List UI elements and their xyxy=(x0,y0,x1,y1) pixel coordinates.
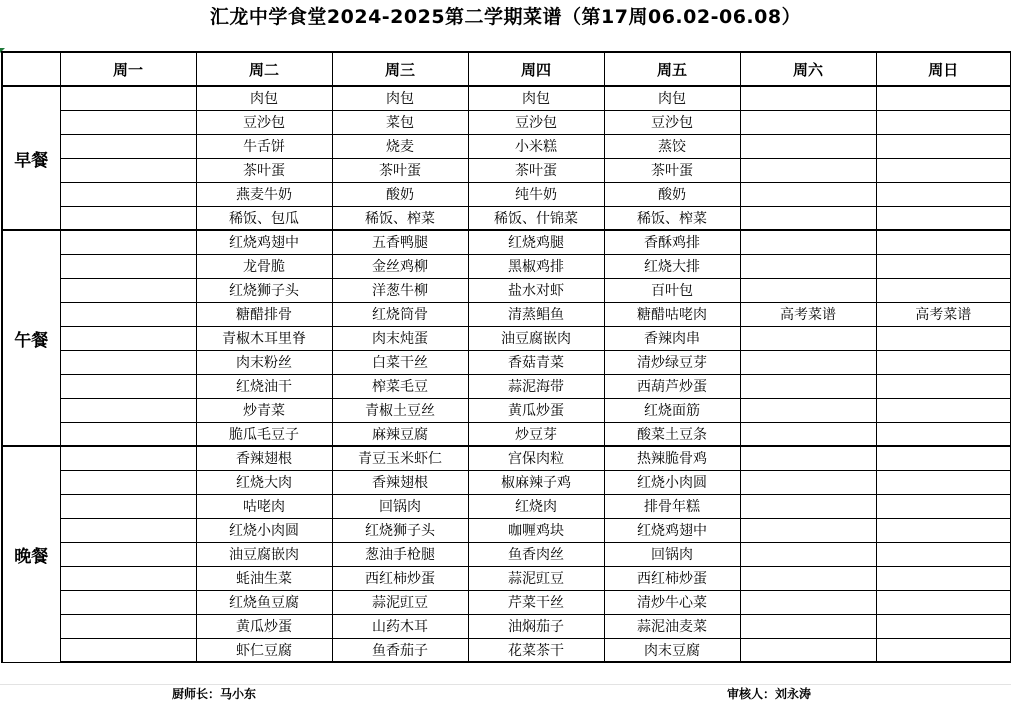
meal-label: 午餐 xyxy=(2,230,60,446)
dish-cell xyxy=(876,518,1011,542)
dish-cell: 鱼香肉丝 xyxy=(468,542,604,566)
dish-cell xyxy=(60,230,196,254)
dish-cell: 脆瓜毛豆子 xyxy=(196,422,332,446)
dish-cell xyxy=(60,254,196,278)
table-row xyxy=(2,158,1011,182)
dish-cell: 燕麦牛奶 xyxy=(196,182,332,206)
dish-cell: 红烧鸡腿 xyxy=(468,230,604,254)
day-header: 周二 xyxy=(196,52,332,86)
day-header: 周一 xyxy=(60,52,196,86)
dish-cell xyxy=(60,158,196,182)
dish-cell: 蒸饺 xyxy=(604,134,740,158)
dish-cell xyxy=(740,398,876,422)
saturday-note: 高考菜谱 xyxy=(740,302,876,326)
dish-cell: 蒜泥海带 xyxy=(468,374,604,398)
dish-cell: 红烧狮子头 xyxy=(332,518,468,542)
dish-cell: 炒青菜 xyxy=(196,398,332,422)
dish-cell: 青椒木耳里脊 xyxy=(196,326,332,350)
dish-cell: 肉包 xyxy=(332,86,468,110)
dish-cell xyxy=(740,206,876,230)
dish-cell: 咕咾肉 xyxy=(196,494,332,518)
dish-cell: 虾仁豆腐 xyxy=(196,638,332,662)
dish-cell: 茶叶蛋 xyxy=(196,158,332,182)
dish-cell xyxy=(60,518,196,542)
dish-cell xyxy=(60,86,196,110)
page-title: 汇龙中学食堂2024-2025第二学期菜谱（第17周06.02-06.08） xyxy=(209,6,802,28)
dish-cell: 香辣翅根 xyxy=(332,470,468,494)
dish-cell xyxy=(740,470,876,494)
dish-cell xyxy=(740,254,876,278)
dish-cell: 肉末粉丝 xyxy=(196,350,332,374)
dish-cell xyxy=(876,182,1011,206)
table-row xyxy=(2,470,1011,494)
dish-cell xyxy=(740,158,876,182)
day-header: 周三 xyxy=(332,52,468,86)
table-row xyxy=(2,422,1011,446)
dish-cell: 红烧鱼豆腐 xyxy=(196,590,332,614)
dish-cell xyxy=(740,494,876,518)
dish-cell xyxy=(876,86,1011,110)
dish-cell: 五香鸭腿 xyxy=(332,230,468,254)
table-row xyxy=(2,134,1011,158)
table-row xyxy=(2,254,1011,278)
dish-cell xyxy=(876,614,1011,638)
dish-cell: 肉包 xyxy=(196,86,332,110)
table-row xyxy=(2,494,1011,518)
dish-cell: 红烧狮子头 xyxy=(196,278,332,302)
dish-cell: 红烧油干 xyxy=(196,374,332,398)
dish-cell: 炒豆芽 xyxy=(468,422,604,446)
meal-label: 晚餐 xyxy=(2,446,60,662)
dish-cell: 椒麻辣子鸡 xyxy=(468,470,604,494)
blank-row-bottom xyxy=(0,662,1011,685)
dish-cell: 红烧大排 xyxy=(604,254,740,278)
dish-cell xyxy=(740,374,876,398)
dish-cell: 香辣肉串 xyxy=(604,326,740,350)
dish-cell xyxy=(876,326,1011,350)
dish-cell xyxy=(740,326,876,350)
dish-cell xyxy=(876,254,1011,278)
dish-cell xyxy=(740,182,876,206)
dish-cell: 豆沙包 xyxy=(604,110,740,134)
dish-cell: 红烧鸡翅中 xyxy=(196,230,332,254)
dish-cell xyxy=(740,614,876,638)
menu-table xyxy=(1,51,1011,663)
dish-cell xyxy=(876,110,1011,134)
dish-cell xyxy=(60,206,196,230)
dish-cell: 稀饭、榨菜 xyxy=(604,206,740,230)
table-row xyxy=(2,182,1011,206)
dish-cell: 菜包 xyxy=(332,110,468,134)
table-row xyxy=(2,374,1011,398)
dish-cell xyxy=(60,278,196,302)
dish-cell: 芹菜干丝 xyxy=(468,590,604,614)
dish-cell: 百叶包 xyxy=(604,278,740,302)
dish-cell: 洋葱牛柳 xyxy=(332,278,468,302)
dish-cell xyxy=(740,86,876,110)
dish-cell: 酸奶 xyxy=(332,182,468,206)
dish-cell: 咖喱鸡块 xyxy=(468,518,604,542)
dish-cell: 小米糕 xyxy=(468,134,604,158)
dish-cell xyxy=(876,566,1011,590)
dish-cell: 龙骨脆 xyxy=(196,254,332,278)
dish-cell: 山药木耳 xyxy=(332,614,468,638)
dish-cell xyxy=(60,326,196,350)
day-header: 周六 xyxy=(740,52,876,86)
table-row xyxy=(2,278,1011,302)
day-header: 周四 xyxy=(468,52,604,86)
dish-cell: 红烧筒骨 xyxy=(332,302,468,326)
dish-cell xyxy=(60,614,196,638)
dish-cell: 清蒸鲳鱼 xyxy=(468,302,604,326)
dish-cell: 茶叶蛋 xyxy=(604,158,740,182)
dish-cell: 葱油手枪腿 xyxy=(332,542,468,566)
table-row xyxy=(2,398,1011,422)
dish-cell xyxy=(876,638,1011,662)
dish-cell: 纯牛奶 xyxy=(468,182,604,206)
dish-cell xyxy=(60,110,196,134)
dish-cell: 稀饭、榨菜 xyxy=(332,206,468,230)
dish-cell xyxy=(876,350,1011,374)
dish-cell: 清炒牛心菜 xyxy=(604,590,740,614)
table-row xyxy=(2,350,1011,374)
dish-cell xyxy=(740,278,876,302)
dish-cell xyxy=(876,470,1011,494)
dish-cell: 热辣脆骨鸡 xyxy=(604,446,740,470)
dish-cell: 蒜泥豇豆 xyxy=(332,590,468,614)
table-row xyxy=(2,326,1011,350)
table-row xyxy=(2,86,1011,110)
dish-cell xyxy=(60,590,196,614)
dish-cell: 蒜泥油麦菜 xyxy=(604,614,740,638)
dish-cell: 糖醋咕咾肉 xyxy=(604,302,740,326)
dish-cell xyxy=(740,590,876,614)
dish-cell xyxy=(60,134,196,158)
table-row xyxy=(2,302,1011,326)
dish-cell: 白菜干丝 xyxy=(332,350,468,374)
dish-cell: 茶叶蛋 xyxy=(468,158,604,182)
dish-cell: 红烧面筋 xyxy=(604,398,740,422)
dish-cell: 青椒土豆丝 xyxy=(332,398,468,422)
dish-cell: 西红柿炒蛋 xyxy=(604,566,740,590)
dish-cell: 排骨年糕 xyxy=(604,494,740,518)
table-row xyxy=(2,614,1011,638)
dish-cell xyxy=(876,542,1011,566)
dish-cell xyxy=(60,302,196,326)
dish-cell xyxy=(876,398,1011,422)
dish-cell xyxy=(60,182,196,206)
table-row xyxy=(2,230,1011,254)
dish-cell xyxy=(876,446,1011,470)
dish-cell: 豆沙包 xyxy=(468,110,604,134)
dish-cell xyxy=(60,446,196,470)
dish-cell xyxy=(876,134,1011,158)
dish-cell xyxy=(740,134,876,158)
dish-cell xyxy=(60,374,196,398)
dish-cell xyxy=(740,110,876,134)
table-row xyxy=(2,590,1011,614)
dish-cell xyxy=(740,422,876,446)
dish-cell xyxy=(60,470,196,494)
dish-cell: 红烧肉 xyxy=(468,494,604,518)
dish-cell: 清炒绿豆芽 xyxy=(604,350,740,374)
dish-cell xyxy=(876,590,1011,614)
dish-cell: 黄瓜炒蛋 xyxy=(468,398,604,422)
dish-cell xyxy=(60,566,196,590)
dish-cell: 青豆玉米虾仁 xyxy=(332,446,468,470)
table-row xyxy=(2,566,1011,590)
dish-cell: 酸菜土豆条 xyxy=(604,422,740,446)
dish-cell xyxy=(740,446,876,470)
dish-cell: 蒜泥豇豆 xyxy=(468,566,604,590)
meal-label: 早餐 xyxy=(2,86,60,230)
dish-cell xyxy=(876,206,1011,230)
dish-cell: 香菇青菜 xyxy=(468,350,604,374)
table-row xyxy=(2,446,1011,470)
dish-cell xyxy=(740,230,876,254)
dish-cell xyxy=(60,638,196,662)
table-row xyxy=(2,542,1011,566)
dish-cell xyxy=(876,374,1011,398)
dish-cell: 回锅肉 xyxy=(332,494,468,518)
dish-cell: 黑椒鸡排 xyxy=(468,254,604,278)
dish-cell xyxy=(876,422,1011,446)
dish-cell: 肉末炖蛋 xyxy=(332,326,468,350)
dish-cell xyxy=(876,494,1011,518)
dish-cell: 红烧小肉圆 xyxy=(604,470,740,494)
dish-cell: 香酥鸡排 xyxy=(604,230,740,254)
dish-cell: 肉包 xyxy=(468,86,604,110)
dish-cell xyxy=(740,350,876,374)
dish-cell: 糖醋排骨 xyxy=(196,302,332,326)
table-row xyxy=(2,110,1011,134)
dish-cell: 红烧鸡翅中 xyxy=(604,518,740,542)
dish-cell: 西红柿炒蛋 xyxy=(332,566,468,590)
dish-cell: 红烧大肉 xyxy=(196,470,332,494)
dish-cell: 肉末豆腐 xyxy=(604,638,740,662)
dish-cell xyxy=(740,638,876,662)
dish-cell: 茶叶蛋 xyxy=(332,158,468,182)
dish-cell xyxy=(60,350,196,374)
table-row xyxy=(2,638,1011,662)
sunday-note: 高考菜谱 xyxy=(876,302,1011,326)
dish-cell xyxy=(876,278,1011,302)
dish-cell: 香辣翅根 xyxy=(196,446,332,470)
day-header: 周日 xyxy=(876,52,1011,86)
dish-cell: 鱼香茄子 xyxy=(332,638,468,662)
dish-cell: 油豆腐嵌肉 xyxy=(196,542,332,566)
day-header: 周五 xyxy=(604,52,740,86)
dish-cell: 花菜茶干 xyxy=(468,638,604,662)
dish-cell xyxy=(740,566,876,590)
dish-cell: 稀饭、什锦菜 xyxy=(468,206,604,230)
dish-cell xyxy=(60,398,196,422)
dish-cell: 蚝油生菜 xyxy=(196,566,332,590)
table-row xyxy=(2,206,1011,230)
dish-cell: 油焖茄子 xyxy=(468,614,604,638)
dish-cell: 回锅肉 xyxy=(604,542,740,566)
dish-cell: 盐水对虾 xyxy=(468,278,604,302)
dish-cell xyxy=(740,518,876,542)
dish-cell: 榨菜毛豆 xyxy=(332,374,468,398)
dish-cell xyxy=(60,422,196,446)
dish-cell xyxy=(876,230,1011,254)
dish-cell: 肉包 xyxy=(604,86,740,110)
dish-cell: 牛舌饼 xyxy=(196,134,332,158)
dish-cell: 红烧小肉圆 xyxy=(196,518,332,542)
dish-cell xyxy=(60,542,196,566)
dish-cell: 宫保肉粒 xyxy=(468,446,604,470)
dish-cell: 黄瓜炒蛋 xyxy=(196,614,332,638)
dish-cell: 豆沙包 xyxy=(196,110,332,134)
dish-cell: 烧麦 xyxy=(332,134,468,158)
dish-cell: 油豆腐嵌肉 xyxy=(468,326,604,350)
dish-cell: 麻辣豆腐 xyxy=(332,422,468,446)
chef-signature: 厨师长：马小东 xyxy=(172,687,257,701)
dish-cell: 西葫芦炒蛋 xyxy=(604,374,740,398)
dish-cell xyxy=(740,542,876,566)
dish-cell: 稀饭、包瓜 xyxy=(196,206,332,230)
dish-cell xyxy=(876,158,1011,182)
dish-cell xyxy=(60,494,196,518)
auditor-signature: 审核人：刘永涛 xyxy=(727,687,812,701)
header-corner-cell xyxy=(2,52,60,86)
dish-cell: 金丝鸡柳 xyxy=(332,254,468,278)
table-row xyxy=(2,518,1011,542)
dish-cell: 酸奶 xyxy=(604,182,740,206)
